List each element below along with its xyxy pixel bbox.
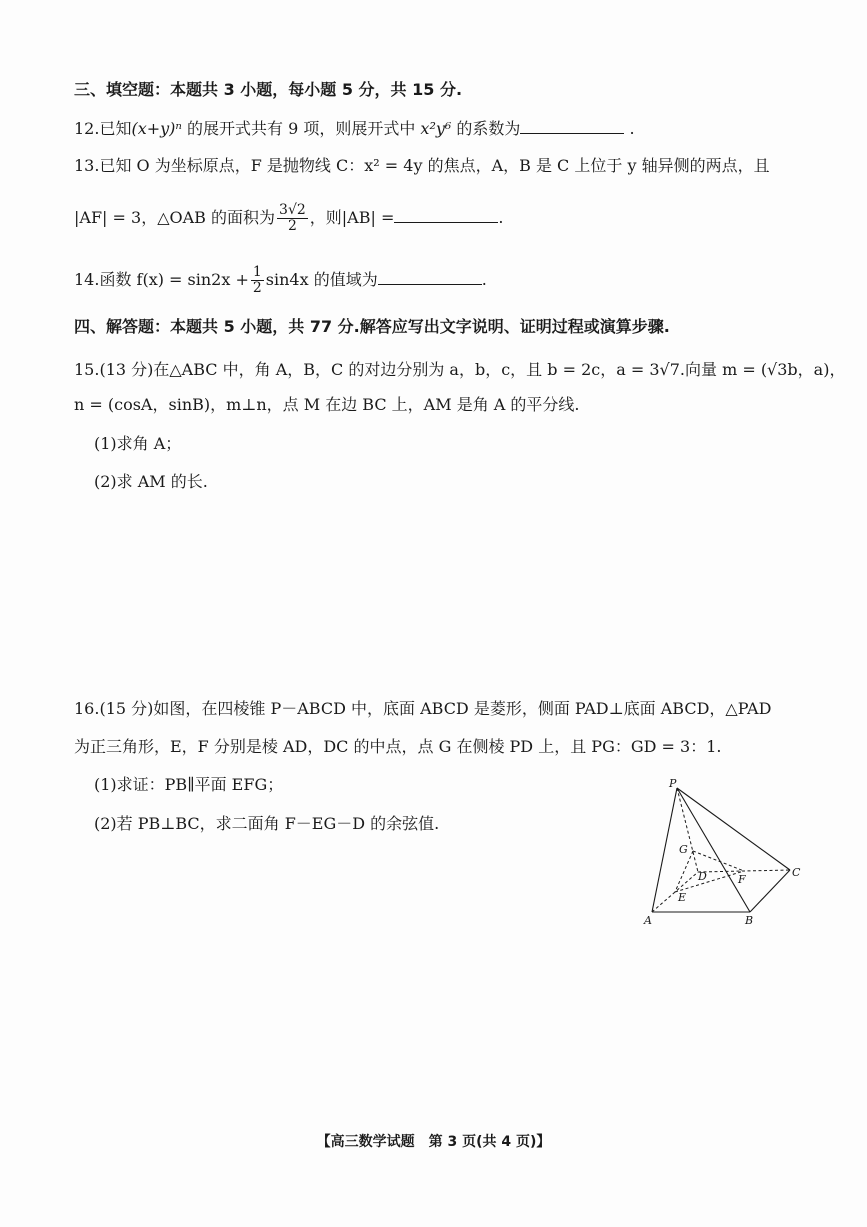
question-15-line-2: n = (cosA，sinB)，m⊥n，点 M 在边 BC 上，AM 是角 A 的平分线. (74, 395, 580, 414)
question-13-line-1: 13.已知 O 为坐标原点，F 是抛物线 C：x² = 4y 的焦点，A，B 是 C 上位于 y 轴异侧的两点，且 (74, 156, 770, 175)
q12-text-a: 12.已知 (74, 119, 132, 138)
label-B: B (745, 914, 754, 927)
question-14 (74, 265, 487, 296)
question-12 (74, 118, 635, 140)
q13-end: . (498, 208, 504, 227)
q13-text-b: ，则|AB| = (309, 208, 395, 227)
question-15-line-1: 15.(13 分)在△ABC 中，角 A，B，C 的对边分别为 a，b，c，且 b = 2c，a = 3√7.向量 m = (√3b，a)， (74, 360, 846, 379)
question-16-line-2: 为正三角形，E，F 分别是棱 AD，DC 的中点，点 G 在侧棱 PD 上，且 PG：GD = 3：1. (74, 737, 722, 756)
label-F: F (738, 873, 746, 886)
q14-frac-den: 2 (252, 280, 262, 296)
question-16-line-1: 16.(15 分)如图，在四棱锥 P－ABCD 中，底面 ABCD 是菱形，侧面 PAD⊥底面 ABCD，△PAD (74, 699, 772, 718)
label-E: E (678, 891, 687, 904)
label-A: A (644, 914, 652, 927)
edge-PB (677, 788, 750, 912)
q13-answer-blank[interactable] (394, 208, 498, 223)
question-13-line-2 (74, 203, 503, 234)
q14-answer-blank[interactable] (378, 270, 482, 285)
edge-BC (750, 870, 790, 912)
section-3-heading: 三、填空题：本题共 3 小题，每小题 5 分，共 15 分. (74, 80, 463, 99)
q12-text-b: 的展开式共有 9 项，则展开式中 (181, 119, 421, 138)
q12-text-c: 的系数为 (451, 119, 521, 138)
q13-text-a: |AF| = 3，△OAB 的面积为 (74, 208, 276, 227)
q12-expr: (x+y)ⁿ (131, 119, 182, 138)
label-G: G (679, 843, 688, 856)
q14-fraction (251, 265, 264, 296)
q14-text-a: 14.函数 f(x) = sin2x + (74, 270, 249, 289)
page-footer: 【高三数学试题 第 3 页(共 4 页)】 (316, 1134, 551, 1150)
q13-frac-den: 2 (287, 218, 297, 234)
q12-answer-blank[interactable] (520, 119, 624, 134)
q14-end: . (481, 270, 487, 289)
pyramid-figure (636, 776, 806, 928)
q13-fraction (277, 203, 308, 234)
question-15-part-1: (1)求角 A； (94, 434, 182, 453)
q13-frac-num: 3√2 (279, 202, 306, 218)
section-4-heading: 四、解答题：本题共 5 小题，共 77 分.解答应写出文字说明、证明过程或演算步骤. (74, 317, 670, 336)
q14-text-b: sin4x 的值域为 (265, 270, 378, 289)
label-P: P (669, 777, 677, 790)
question-16-part-2: (2)若 PB⊥BC，求二面角 F－EG－D 的余弦值. (94, 814, 440, 833)
segment-GF (693, 851, 744, 871)
label-D: D (698, 870, 707, 883)
question-16-part-1: (1)求证：PB∥平面 EFG； (94, 775, 284, 794)
q14-frac-num: 1 (252, 264, 262, 280)
segment-GE (675, 851, 693, 892)
question-15-part-2: (2)求 AM 的长. (94, 472, 208, 491)
label-C: C (792, 866, 801, 879)
q12-term: x²y⁶ (420, 119, 452, 138)
q12-end: . (624, 119, 635, 138)
segment-EF (675, 871, 744, 892)
